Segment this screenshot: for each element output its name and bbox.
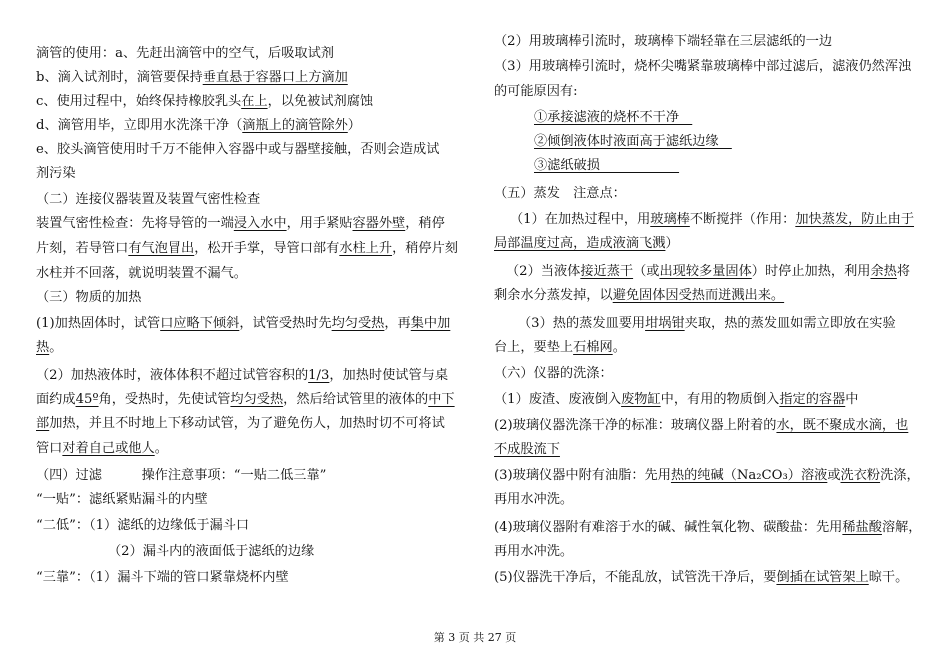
- text-segment: 夹取，热的蒸发皿如需立即放在实验: [684, 316, 896, 331]
- text-line: [36, 490, 208, 510]
- text-segment: （2）加热液体时，液体体积不超过试管容积的: [36, 368, 309, 383]
- text-line: [494, 32, 832, 52]
- text-line: [36, 338, 62, 358]
- text-segment: ，稍停片刻: [392, 241, 458, 256]
- text-line: [36, 516, 249, 536]
- text-line: [494, 364, 613, 384]
- text-segment: e、胶头滴管使用时千万不能伸入容器中或与器壁接触，否则会造成试: [36, 142, 440, 157]
- text-segment: (1)加热固体时，试管: [36, 316, 161, 331]
- text-segment: 再用水冲洗。: [494, 492, 574, 507]
- text-segment: （二）连接仪器装置及装置气密性检查: [36, 192, 261, 207]
- text-line: [36, 466, 326, 486]
- text-segment: b、滴入试剂时，滴管要保持: [36, 70, 203, 85]
- text-line: [494, 156, 679, 176]
- text-segment: (5)仪器洗干净后，不能乱放，试管洗干净后，要: [494, 570, 777, 585]
- text-line: [36, 439, 168, 459]
- text-segment: ，然后给试管里的液体的: [283, 392, 429, 407]
- underlined-answer: 口应略下倾斜: [160, 316, 240, 331]
- text-line: [494, 132, 732, 152]
- underlined-answer: ②倾倒液体时液面高于滤纸边缘: [534, 134, 732, 149]
- text-line: [494, 262, 910, 282]
- text-line: [494, 466, 920, 486]
- text-segment: 加热，并且不时地上下移动试管，为了避免伤人，加热时切不可将试: [49, 416, 445, 431]
- text-segment: （四）过滤 操作注意事项：“一贴二低三靠”: [36, 468, 327, 483]
- text-line: [36, 568, 289, 588]
- underlined-answer: 水，既不聚成水滴，也: [776, 418, 909, 433]
- text-line: [494, 108, 692, 128]
- text-line: [494, 440, 560, 460]
- text-segment: ，以免被试剂腐蚀: [267, 94, 374, 109]
- text-segment: （3）用玻璃棒引流时，烧杯尖嘴紧靠玻璃棒中部过滤后，滤液仍然浑浊: [494, 59, 912, 74]
- text-segment: （三）物质的加热: [36, 290, 142, 305]
- underlined-answer: 废物缸: [621, 392, 661, 407]
- text-segment: （或: [633, 264, 660, 279]
- text-line: [36, 214, 445, 234]
- text-segment: ）时停止加热，利用: [751, 264, 871, 279]
- text-segment: （2）漏斗内的液面低于滤纸的边缘: [108, 544, 315, 559]
- text-line: [36, 390, 455, 410]
- text-segment: 角，受热时，先使试管: [98, 392, 231, 407]
- text-segment: 再用水冲洗。: [494, 544, 574, 559]
- text-line: [494, 210, 914, 230]
- text-line: [36, 68, 348, 88]
- underlined-answer: 对着自己或他人: [62, 441, 155, 456]
- text-segment: 。: [154, 441, 168, 456]
- text-segment: （2）当液体: [506, 264, 581, 279]
- text-segment: 洗涤，: [880, 468, 920, 483]
- text-line: [494, 542, 573, 562]
- underlined-answer: 加快蒸发，防止由于: [795, 212, 915, 227]
- underlined-answer: 倒插在试管架上: [776, 570, 869, 585]
- text-line: [36, 414, 445, 434]
- text-line: [36, 314, 450, 334]
- text-segment: (3)玻璃仪器中附有油脂：先用: [494, 468, 671, 483]
- underlined-answer: 滴瓶上的滴管除外: [242, 118, 348, 133]
- underlined-answer: 坩埚钳: [645, 316, 685, 331]
- text-segment: （1）在加热过程中，用: [510, 212, 651, 227]
- text-segment: 中: [845, 392, 859, 407]
- text-line: [36, 116, 361, 136]
- underlined-answer: 部: [36, 416, 50, 431]
- text-segment: (2)玻璃仪器洗涤干净的标准：玻璃仪器上附着的: [494, 418, 777, 433]
- underlined-answer: 余热: [870, 264, 897, 279]
- underlined-answer: 容器外壁: [352, 216, 406, 231]
- text-line: [494, 416, 908, 436]
- text-line: [36, 164, 76, 184]
- underlined-answer: 局部温度过高，造成液滴飞溅: [494, 236, 666, 251]
- text-segment: ）: [665, 236, 679, 251]
- text-line: [36, 44, 334, 64]
- text-segment: 剩余水分蒸发掉，以: [494, 288, 613, 303]
- text-segment: 中，有用的物质倒入: [660, 392, 780, 407]
- underlined-answer: 玻璃棒: [650, 212, 690, 227]
- text-segment: ，加热时使试管与桌: [329, 368, 449, 383]
- underlined-answer: 在上: [241, 94, 268, 109]
- text-line: [494, 57, 911, 77]
- text-segment: 不断搅拌（作用：: [689, 212, 796, 227]
- text-segment: （2）用玻璃棒引流时，玻璃棒下端轻靠在三层滤纸的一边: [494, 34, 833, 49]
- text-line: [494, 184, 626, 204]
- text-line: [494, 390, 858, 410]
- text-segment: “二低”：（1）滤纸的边缘低于漏斗口: [36, 518, 250, 533]
- underlined-answer: 接近蒸干: [580, 264, 634, 279]
- text-segment: “一贴”：滤纸紧贴漏斗的内壁: [36, 492, 208, 507]
- text-line: [494, 314, 896, 334]
- underlined-answer: 不成股流下: [494, 442, 560, 457]
- text-segment: ，用手紧贴: [286, 216, 353, 231]
- underlined-answer: 浸入水中: [233, 216, 287, 231]
- text-line: [36, 190, 260, 210]
- text-segment: （六）仪器的洗涤：: [494, 366, 613, 381]
- underlined-answer: ③滤纸破损: [534, 158, 680, 173]
- text-segment: （3）热的蒸发皿要用: [518, 316, 646, 331]
- text-line: [494, 234, 679, 254]
- text-line: [36, 264, 247, 284]
- text-segment: 台上，要垫上: [494, 340, 574, 355]
- underlined-answer: 中下: [428, 392, 455, 407]
- text-segment: 装置气密性检查：先将导管的一端: [36, 216, 234, 231]
- underlined-answer: 热的纯碱（Na₂CO₃）溶液: [670, 468, 828, 483]
- text-segment: 水柱并不回落，就说明装置不漏气。: [36, 266, 247, 281]
- underlined-answer: 45º: [75, 392, 99, 407]
- text-line: [36, 542, 314, 562]
- underlined-answer: 避免固体因受热而迸溅出来。: [612, 288, 785, 303]
- text-segment: 晾干。: [868, 570, 909, 585]
- text-line: [494, 518, 922, 538]
- underlined-answer: 稀盐酸: [842, 520, 882, 535]
- underlined-answer: 均匀受热: [331, 316, 385, 331]
- underlined-answer: 石棉网: [573, 340, 613, 355]
- text-line: [494, 490, 573, 510]
- text-segment: d、滴管用毕，立即用水洗涤干净（: [36, 118, 243, 133]
- text-segment: 面约成: [36, 392, 76, 407]
- underlined-answer: 垂直悬于容器口上方滴加: [202, 70, 348, 85]
- text-line: [36, 92, 373, 112]
- text-segment: ，稍停: [405, 216, 445, 231]
- underlined-answer: 洗衣粉: [840, 468, 881, 483]
- underlined-answer: 水柱上升: [339, 241, 393, 256]
- underlined-answer: 出现较多量固体: [659, 264, 752, 279]
- text-line: [494, 82, 578, 102]
- text-segment: （1）废渣、废液倒入: [494, 392, 622, 407]
- text-segment: 。: [612, 340, 626, 355]
- underlined-answer: 有气泡冒出: [128, 241, 195, 256]
- text-segment: ，试管受热时先: [239, 316, 332, 331]
- text-segment: “三靠”：（1）漏斗下端的管口紧靠烧杯内壁: [36, 570, 289, 585]
- underlined-answer: 集中加: [410, 316, 451, 331]
- text-line: [36, 239, 458, 259]
- text-segment: ，松开手掌，导管口部有: [194, 241, 340, 256]
- text-segment: 片刻，若导管口: [36, 241, 129, 256]
- underlined-answer: 指定的容器: [779, 392, 846, 407]
- text-line: [36, 140, 439, 160]
- text-segment: （五）蒸发 注意点：: [494, 186, 626, 201]
- text-segment: 管口: [36, 441, 63, 456]
- underlined-answer: 均匀受热: [230, 392, 284, 407]
- text-line: [36, 288, 142, 308]
- text-line: [36, 366, 448, 386]
- text-segment: 将: [896, 264, 911, 279]
- underlined-answer: ①承接滤液的烧杯不干净: [534, 110, 693, 125]
- text-segment: 溶解，: [881, 520, 922, 535]
- text-segment: c、使用过程中，始终保持橡胶乳头: [36, 94, 242, 109]
- text-segment: ）: [347, 118, 361, 133]
- page-footer: 第 3 页 共 27 页: [433, 631, 517, 644]
- text-segment: 。: [49, 340, 63, 355]
- underlined-answer: 热: [36, 340, 50, 355]
- text-segment: 或: [827, 468, 841, 483]
- text-line: [494, 286, 784, 306]
- text-segment: 滴管的使用：a、先赶出滴管中的空气，后吸取试剂: [36, 46, 334, 61]
- text-segment: 的可能原因有:: [494, 84, 578, 99]
- underlined-answer: 1/3: [308, 368, 330, 383]
- text-segment: (4)玻璃仪器附有难溶于水的碱、碱性氧化物、碳酸盐：先用: [494, 520, 843, 535]
- text-segment: 剂污染: [36, 166, 76, 181]
- text-line: [494, 568, 908, 588]
- text-segment: ，再: [384, 316, 411, 331]
- text-line: [494, 338, 626, 358]
